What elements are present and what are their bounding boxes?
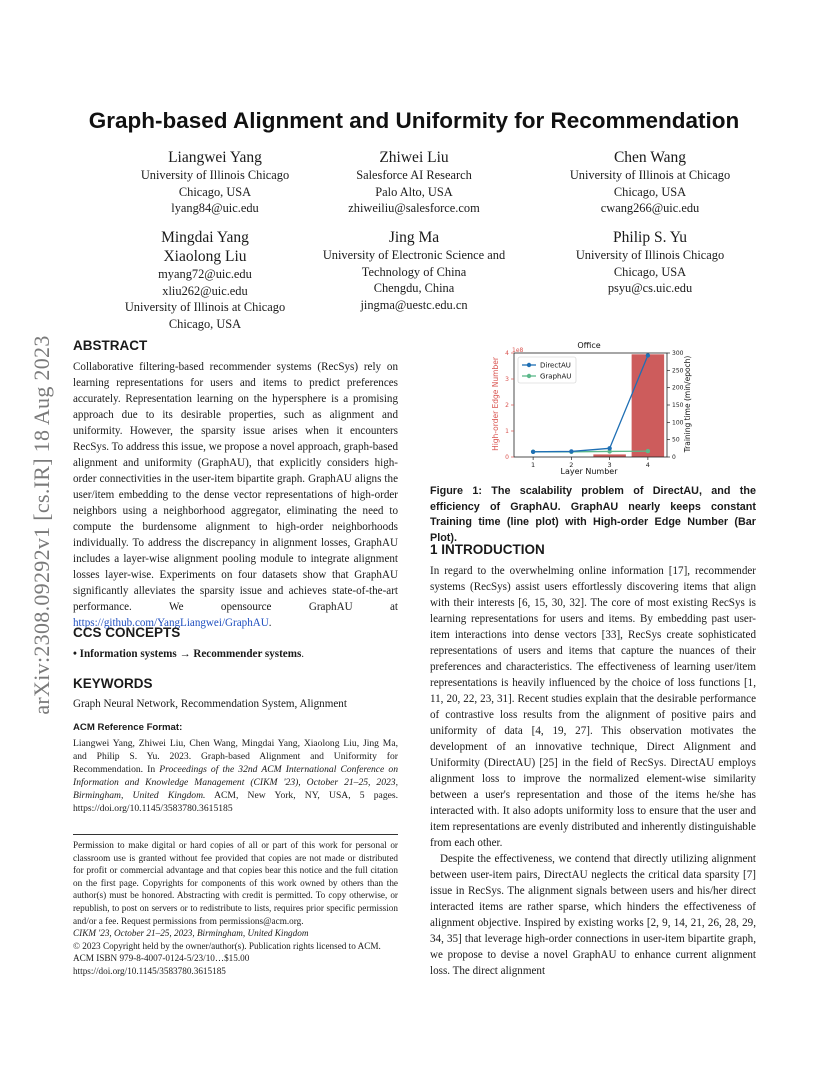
abstract-body: Collaborative filtering-based recommender systems (RecSys) rely on learning representations for users and items to predict preferences accurately. Representation learning on the hypersphere is a promising approach due to its desirable properties, such as alignment and uniformity. However, the sparsity issue arises when it encounters RecSys. To address this issue, we propose a novel approach, graph-based alignment and uniformity (GraphAU), that explicitly considers high-order connectivities in the user-item bipartite graph. GraphAU aligns the user/item embedding to the dense vector representations of high-order neighbors using a neighborhood aggregator, eliminating the need to compute the burdensome alignment to high-order neighborhoods individually. To address the discrepancy in alignment losses, GraphAU includes a layer-wise alignment pooling module to integrate alignment losses layer-wise. Experiments on four datasets show that GraphAU significantly alleviates the sparsity issue and achieves state-of-the-art performance. We opensource GraphAU at	[73, 361, 398, 613]
author-affiliation: University of Illinois Chicago	[140, 168, 290, 182]
author-name: Zhiwei Liu	[379, 149, 449, 166]
acm-ref-doi: ACM, New York, NY, USA, 5 pages. https://doi.org/10.1145/3583780.3615185	[73, 790, 399, 815]
chart-title: Office	[577, 341, 601, 350]
chart-right-tick-label: 100	[672, 419, 684, 427]
abstract-period: .	[268, 617, 272, 629]
author-affiliation: University of Illinois at Chicago	[569, 168, 731, 182]
chart-left-tick-label: 4	[505, 350, 509, 357]
author-email: cwang266@uic.edu	[600, 201, 700, 215]
acm-ref-heading: ACM Reference Format:	[73, 722, 183, 733]
chart-right-tick-label: 50	[672, 436, 680, 444]
scalability-chart	[484, 337, 714, 480]
ccs-concept: • Information systems → Recommender systems	[73, 648, 302, 660]
author-location: Palo Alto, USA	[375, 184, 453, 199]
chart-bar	[632, 354, 665, 457]
permission-copyright: © 2023 Copyright held by the owner/author(s). Publication rights licensed to ACM.	[73, 940, 381, 951]
author-affiliation: University of Electronic Science and	[322, 248, 506, 262]
author-email: psyu@cs.uic.edu	[607, 281, 693, 295]
author-email: jingma@uestc.edu.cn	[360, 297, 468, 312]
chart-legend-marker	[527, 374, 531, 378]
acm-reference	[73, 737, 398, 816]
chart-point-directau	[607, 446, 611, 450]
chart-legend-marker	[527, 363, 531, 367]
chart-legend-label: DirectAU	[540, 361, 571, 370]
chart-right-tick-label: 0	[672, 454, 676, 461]
chart-point-directau	[569, 449, 573, 453]
author-name: Philip S. Yu	[613, 229, 687, 246]
footnote-divider	[73, 834, 398, 835]
intro-paragraph: Despite the effectiveness, we contend that directly utilizing alignment between user-item pairs, DirectAU neglects the critical data sparsity [7] issue in RecSys. The alignment signals between users and his/her direct interacted items are rather sparse, which hinders the effectiveness of alignment objective. Inspired by existing works [2, 9, 14, 21, 26, 28, 29, 34, 35] that leverage high-order connections in user-item bipartite graph, we propose to devise a novel GraphAU to enhance current alignment loss. The direct alignment	[430, 853, 756, 977]
chart-left-tick-label: 3	[505, 376, 509, 383]
chart-x-tick-label: 3	[607, 461, 612, 469]
author-name: Xiaolong Liu	[163, 248, 247, 265]
chart-right-tick-label: 300	[672, 350, 684, 357]
author-location: Chicago, USA	[613, 264, 687, 279]
author-location: Chicago, USA	[613, 184, 687, 199]
permission-block	[73, 839, 398, 978]
chart-left-tick-label: 2	[505, 402, 509, 409]
acm-ref-venue: Proceedings of the 32nd ACM International Conference on Information and Knowledge Management (CIKM '23), October 21–25, 2023, Birmingham, United Kingdom.	[73, 764, 398, 802]
author-email: lyang84@uic.edu	[171, 201, 259, 215]
author-email: myang72@uic.edu	[158, 267, 252, 281]
author-location: Chicago, USA	[168, 316, 242, 331]
ccs-text	[73, 646, 398, 662]
author-block	[522, 148, 778, 217]
chart-x-label: Layer Number	[560, 467, 618, 476]
author-email: zhiweiliu@salesforce.com	[348, 201, 480, 215]
acm-ref-authors: Liangwei Yang, Zhiwei Liu, Chen Wang, Mingdai Yang, Xiaolong Liu, Jing Ma, and Philip S. Yu. 2023. Graph-based Alignment and Uniformity for Recommendation. In	[73, 738, 398, 776]
author-block	[522, 228, 778, 297]
author-affiliation: Technology of China	[361, 264, 467, 279]
abstract-text	[73, 359, 398, 631]
keywords-text: Graph Neural Network, Recommendation System, Alignment	[73, 698, 347, 710]
author-name: Liangwei Yang	[168, 149, 262, 166]
chart-left-tick-label: 0	[505, 454, 509, 461]
author-affiliation: University of Illinois Chicago	[575, 248, 725, 262]
chart-point-directau	[646, 353, 650, 357]
chart-x-tick-label: 1	[531, 461, 536, 469]
author-location: Chengdu, China	[373, 281, 455, 295]
author-email: xliu262@uic.edu	[162, 283, 248, 298]
chart-left-scale: 1e8	[512, 347, 524, 354]
intro-text	[430, 563, 756, 979]
author-name: Chen Wang	[613, 149, 687, 166]
author-affiliation: University of Illinois at Chicago	[124, 300, 286, 314]
figure-chart	[484, 337, 714, 480]
author-location: Chicago, USA	[178, 184, 252, 199]
author-name: Mingdai Yang	[161, 229, 249, 246]
chart-left-axis-label: High-order Edge Number	[491, 357, 500, 451]
arxiv-identifier: arXiv:2308.09292v1 [cs.IR] 18 Aug 2023	[29, 335, 54, 715]
github-link[interactable]: https://github.com/YangLiangwei/GraphAU	[73, 617, 269, 629]
chart-left-tick-label: 1	[505, 428, 509, 435]
permission-doi: https://doi.org/10.1145/3583780.3615185	[73, 965, 226, 976]
intro-heading: 1 INTRODUCTION	[430, 542, 545, 557]
chart-legend-label: GraphAU	[540, 372, 572, 381]
ccs-period: .	[301, 648, 305, 660]
chart-point-graphau	[646, 449, 650, 453]
intro-paragraph: In regard to the overwhelming online information [17], recommender systems (RecSys) assist users effortlessly discovering items that align with their interests [6, 15, 30, 32]. The core of most existing RecSys is learning representations for users and items. By embedding past user-item interactions into dense vectors [33], RecSys create sophisticated representations of users and items that capture the nuances of their preferences and characteristics. The effectiveness of learning user/item representations is heavily influenced by the choice of loss functions [1, 11, 20, 22, 23, 31]. Recent studies explain that the desirable performance of contrastive loss results from the alignment of positive pairs and uniformity of data [4, 19, 27]. This observation motivates the development of an innovative technique, Direct Alignment and Uniformity (DirectAU) [25] in the field of RecSys. DirectAU employs alignment loss to improve the normalized element-wise similarity between a user's representation and those of the items he/she has interacted with. It also adopts uniformity loss to ensure that the user and item representations are evenly distributed and inherently distinguishable from each other.	[430, 565, 756, 849]
abstract-heading: ABSTRACT	[73, 338, 148, 353]
author-affiliation: Salesforce AI Research	[356, 168, 472, 182]
permission-conference: CIKM '23, October 21–25, 2023, Birmingham, United Kingdom	[73, 928, 309, 939]
author-block	[289, 148, 539, 217]
author-block	[289, 228, 539, 313]
chart-point-directau	[531, 450, 535, 454]
ccs-heading: CCS CONCEPTS	[73, 625, 181, 640]
permission-notice: Permission to make digital or hard copies of all or part of this work for personal or classroom use is granted without fee provided that copies are not made or distributed for profit or commercial advantage and that copies bear this notice and the full citation on the first page. Copyrights for components of this work owned by others than the author(s) must be honored. Abstracting with credit is permitted. To copy otherwise, or republish, to post on servers or to redistribute to lists, requires prior specific permission and/or a fee. Request permissions from permissions@acm.org.	[73, 840, 398, 926]
chart-x-tick-label: 2	[569, 461, 574, 469]
chart-right-tick-label: 150	[672, 402, 684, 409]
chart-right-tick-label: 250	[672, 367, 684, 375]
paper-title: Graph-based Alignment and Uniformity for Recommendation	[88, 108, 740, 133]
author-name: Jing Ma	[388, 229, 440, 246]
chart-x-tick-label: 4	[645, 461, 650, 469]
chart-right-tick-label: 200	[672, 384, 684, 392]
chart-right-axis-label: Training time (min/epoch)	[683, 355, 692, 453]
figure-caption: Figure 1: The scalability problem of DirectAU, and the efficiency of GraphAU. GraphAU nearly keeps constant Training time (line plot) with High-order Edge Number (Bar Plot).	[430, 485, 756, 544]
keywords-heading: KEYWORDS	[73, 676, 153, 691]
permission-isbn: ACM ISBN 979-8-4007-0124-5/23/10…$15.00	[73, 953, 250, 964]
